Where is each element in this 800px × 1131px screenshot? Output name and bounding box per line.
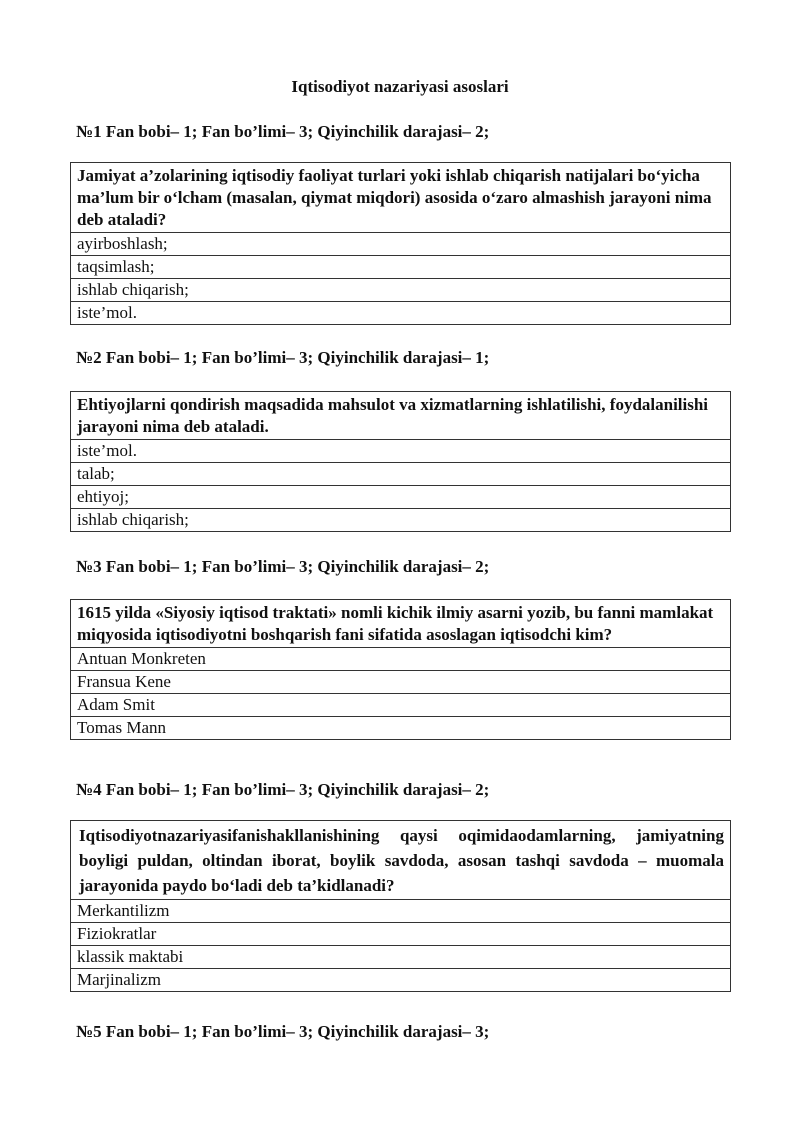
question-2-option-4: ishlab chiqarish; (71, 509, 731, 532)
question-1-option-3: ishlab chiqarish; (71, 279, 731, 302)
question-1-option-1: ayirboshlash; (71, 233, 731, 256)
question-4-option-1: Merkantilizm (71, 900, 731, 923)
question-3-option-2: Fransua Kene (71, 671, 731, 694)
question-1-header: №1 Fan bobi– 1; Fan bo’limi– 3; Qiyinchilik darajasi– 2; (76, 122, 490, 141)
question-2-header: №2 Fan bobi– 1; Fan bo’limi– 3; Qiyinchilik darajasi– 1; (76, 348, 490, 367)
question-1-table (70, 162, 731, 325)
question-2-table (70, 391, 731, 532)
question-3-option-1: Antuan Monkreten (71, 648, 731, 671)
question-3-header: №3 Fan bobi– 1; Fan bo’limi– 3; Qiyinchilik darajasi– 2; (76, 557, 490, 576)
document-title: Iqtisodiyot nazariyasi asoslari (291, 77, 509, 96)
question-4-table (70, 820, 731, 992)
question-4-stem: Iqtisodiyotnazariyasifanishakllanishining qaysi oqimidaodamlarning, jamiyatning boyligi puldan, oltindan iborat, boylik savdoda, asosan tashqi savdoda – muomala jarayonida paydo bo‘ladi deb ta’kidlanadi? (71, 821, 731, 900)
question-3-stem: 1615 yilda «Siyosiy iqtisod traktati» nomli kichik ilmiy asarni yozib, bu fanni mamlakat miqyosida iqtisodiyotni boshqarish fani sifatida asoslagan iqtisodchi kim? (71, 600, 731, 648)
question-1-stem: Jamiyat a’zolarining iqtisodiy faoliyat turlari yoki ishlab chiqarish natijalari bo‘yicha ma’lum bir o‘lcham (masalan, qiymat miqdori) asosida o‘zaro almashish jarayoni nima deb ataladi? (71, 163, 731, 233)
question-1-option-4: iste’mol. (71, 302, 731, 325)
question-2-option-3: ehtiyoj; (71, 486, 731, 509)
question-3-table (70, 599, 731, 740)
question-4-option-3: klassik maktabi (71, 946, 731, 969)
question-2-option-1: iste’mol. (71, 440, 731, 463)
question-4-option-4: Marjinalizm (71, 969, 731, 992)
question-2-option-2: talab; (71, 463, 731, 486)
question-2-stem: Ehtiyojlarni qondirish maqsadida mahsulot va xizmatlarning ishlatilishi, foydalanilishi jarayoni nima deb ataladi. (71, 392, 731, 440)
question-3-option-4: Tomas Mann (71, 717, 731, 740)
question-4-option-2: Fiziokratlar (71, 923, 731, 946)
question-1-option-2: taqsimlash; (71, 256, 731, 279)
question-3-option-3: Adam Smit (71, 694, 731, 717)
question-5-header: №5 Fan bobi– 1; Fan bo’limi– 3; Qiyinchilik darajasi– 3; (76, 1022, 490, 1041)
question-4-header: №4 Fan bobi– 1; Fan bo’limi– 3; Qiyinchilik darajasi– 2; (76, 780, 490, 799)
